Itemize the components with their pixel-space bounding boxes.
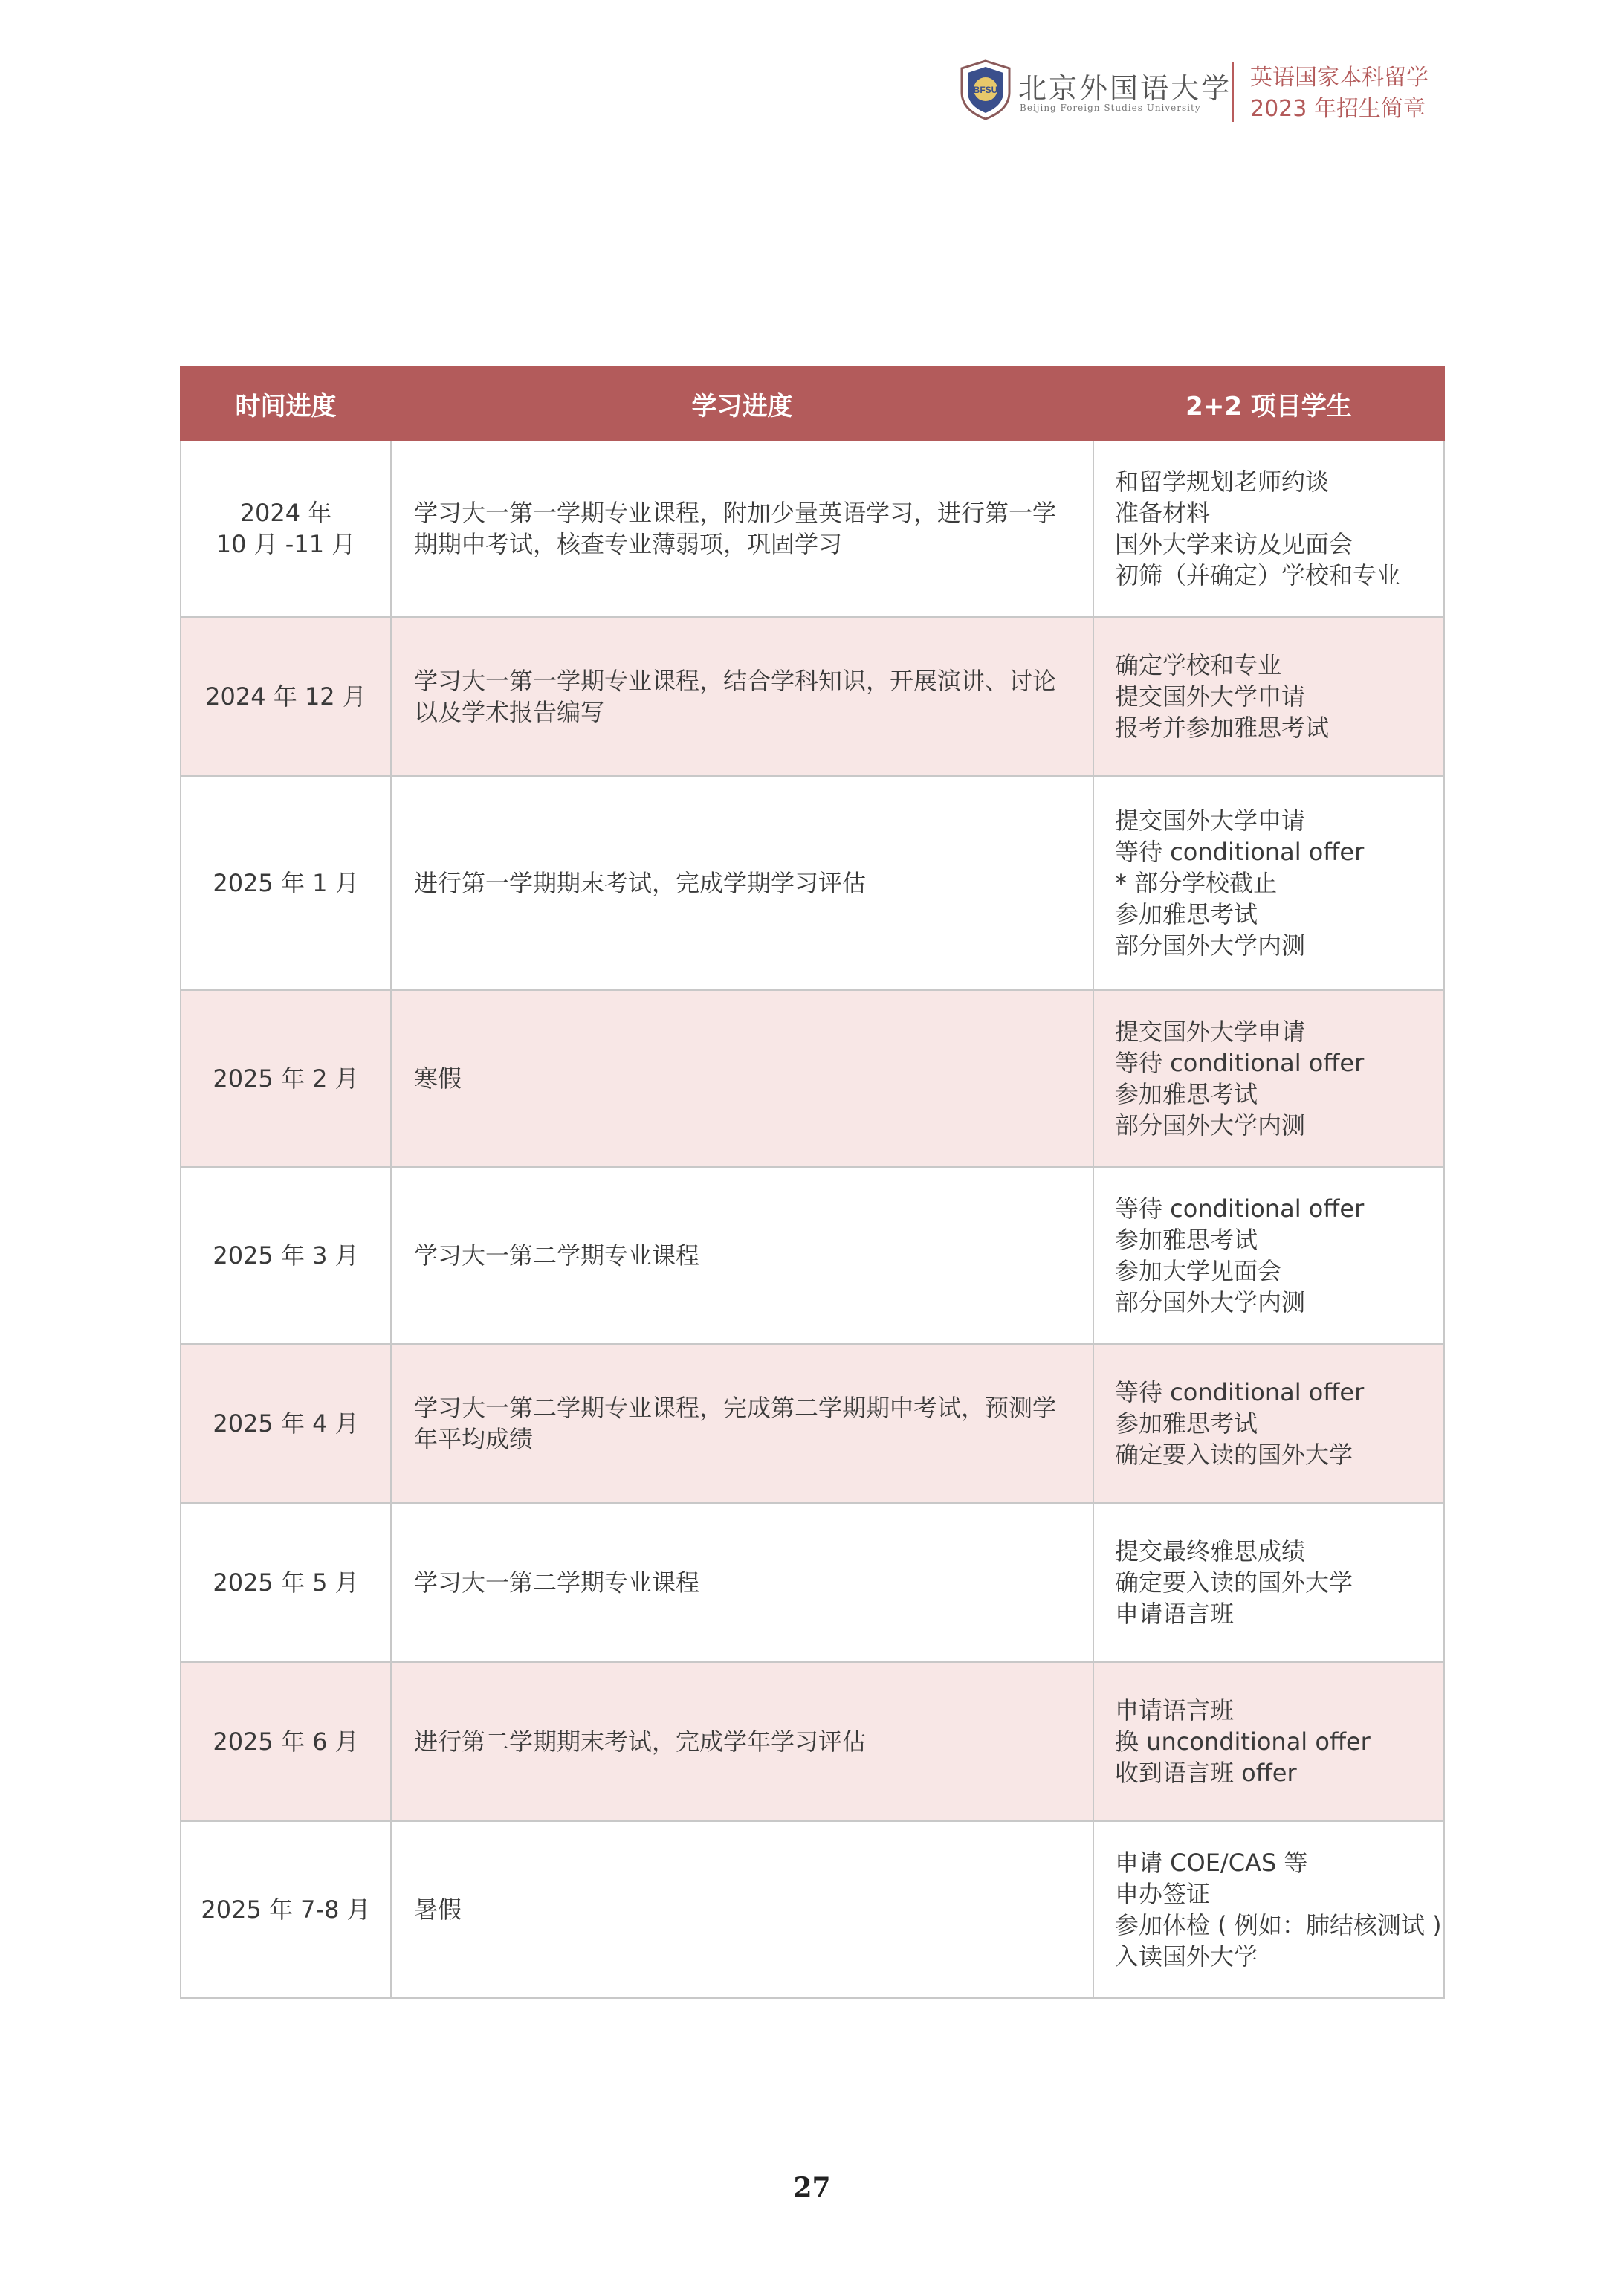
time-cell (181, 990, 391, 1167)
table-row (181, 1662, 1444, 1821)
student-item: 提交国外大学申请 (1115, 807, 1306, 835)
brochure-title-line1: 英语国家本科留学 (1250, 65, 1429, 91)
student-item: 换 unconditional offer (1115, 1727, 1371, 1756)
student-item: 提交国外大学申请 (1115, 682, 1306, 711)
student-item: 等待 conditional offer (1115, 1378, 1365, 1406)
student-item: 和留学规划老师约谈 (1115, 468, 1330, 496)
student-item: 报考并参加雅思考试 (1115, 714, 1330, 742)
table-row (181, 1503, 1444, 1662)
time-cell (181, 440, 391, 617)
time-cell (181, 617, 391, 776)
university-name-cn: 北京外国语大学 (1018, 72, 1232, 105)
header-divider (1232, 62, 1234, 122)
student-item: 初筛（并确定）学校和专业 (1115, 561, 1401, 589)
time-cell (181, 1662, 391, 1821)
students-cell (1093, 440, 1444, 617)
time-line: 2025 年 6 月 (213, 1727, 359, 1756)
header-time: 时间进度 (181, 367, 391, 440)
table-header-row (181, 367, 1444, 440)
student-item: 收到语言班 offer (1115, 1759, 1297, 1787)
study-cell: 进行第一学期期末考试，完成学期学习评估 (391, 776, 1093, 990)
student-item: 确定学校和专业 (1115, 651, 1282, 679)
time-cell (181, 1344, 391, 1503)
student-item: 准备材料 (1115, 499, 1211, 527)
student-item: 提交最终雅思成绩 (1115, 1537, 1306, 1565)
crest-letters: BFSU (973, 85, 998, 95)
table-row (181, 776, 1444, 990)
student-item: * 部分学校截止 (1115, 869, 1278, 897)
time-cell (181, 1167, 391, 1344)
study-cell: 学习大一第一学期专业课程，附加少量英语学习，进行第一学期期中考试，核查专业薄弱项，巩固学习 (391, 440, 1093, 617)
time-cell (181, 1503, 391, 1662)
time-line: 2024 年 12 月 (205, 682, 366, 711)
schedule-table (180, 366, 1445, 1999)
student-item: 等待 conditional offer (1115, 1049, 1365, 1077)
brochure-title (1250, 62, 1429, 125)
time-line: 2025 年 1 月 (213, 869, 359, 897)
student-item: 参加雅思考试 (1115, 1080, 1258, 1108)
study-cell: 学习大一第一学期专业课程，结合学科知识，开展演讲、讨论以及学术报告编写 (391, 617, 1093, 776)
table-row (181, 990, 1444, 1167)
header-study: 学习进度 (391, 367, 1093, 440)
study-cell: 进行第二学期期末考试，完成学年学习评估 (391, 1662, 1093, 1821)
time-line: 2025 年 2 月 (213, 1064, 359, 1093)
header-students: 2+2 项目学生 (1093, 367, 1444, 440)
students-cell (1093, 1821, 1444, 1998)
students-cell (1093, 1503, 1444, 1662)
student-item: 部分国外大学内测 (1115, 931, 1306, 960)
time-line: 2025 年 4 月 (213, 1409, 359, 1438)
student-item: 部分国外大学内测 (1115, 1288, 1306, 1316)
student-item: 申办签证 (1115, 1880, 1211, 1908)
students-cell (1093, 1662, 1444, 1821)
students-cell (1093, 776, 1444, 990)
students-cell (1093, 1167, 1444, 1344)
study-cell: 学习大一第二学期专业课程 (391, 1503, 1093, 1662)
student-item: 提交国外大学申请 (1115, 1018, 1306, 1046)
study-cell: 学习大一第二学期专业课程 (391, 1167, 1093, 1344)
table-row (181, 617, 1444, 776)
study-cell: 暑假 (391, 1821, 1093, 1998)
student-item: 申请语言班 (1115, 1696, 1235, 1725)
student-item: 部分国外大学内测 (1115, 1111, 1306, 1140)
university-crest-icon (959, 59, 1012, 120)
study-cell: 寒假 (391, 990, 1093, 1167)
students-cell (1093, 990, 1444, 1167)
time-cell (181, 776, 391, 990)
table-row (181, 440, 1444, 617)
table-row (181, 1821, 1444, 1998)
time-line: 10 月 -11 月 (216, 530, 356, 558)
student-item: 参加雅思考试 (1115, 900, 1258, 928)
table-row (181, 1167, 1444, 1344)
student-item: 参加雅思考试 (1115, 1226, 1258, 1254)
table-row (181, 1344, 1444, 1503)
study-cell: 学习大一第二学期专业课程，完成第二学期期中考试，预测学年平均成绩 (391, 1344, 1093, 1503)
student-item: 申请语言班 (1115, 1600, 1235, 1628)
student-item: 参加大学见面会 (1115, 1257, 1282, 1285)
time-line: 2025 年 5 月 (213, 1568, 359, 1597)
student-item: 入读国外大学 (1115, 1942, 1258, 1971)
student-item: 确定要入读的国外大学 (1115, 1441, 1353, 1469)
student-item: 确定要入读的国外大学 (1115, 1568, 1353, 1597)
time-line: 2025 年 7-8 月 (201, 1895, 371, 1924)
students-cell (1093, 1344, 1444, 1503)
student-item: 国外大学来访及见面会 (1115, 530, 1353, 558)
student-item: 等待 conditional offer (1115, 838, 1365, 866)
student-item: 等待 conditional offer (1115, 1195, 1365, 1223)
brochure-title-line2: 2023 年招生简章 (1250, 96, 1426, 122)
university-name-en: Beijing Foreign Studies University (1020, 103, 1201, 113)
students-cell (1093, 617, 1444, 776)
student-item: 申请 COE/CAS 等 (1115, 1849, 1308, 1877)
student-item: 参加雅思考试 (1115, 1409, 1258, 1438)
time-line: 2024 年 (239, 499, 332, 527)
page-header (959, 59, 1479, 134)
time-cell (181, 1821, 391, 1998)
page-number: 27 (793, 2172, 831, 2203)
student-item: 参加体检 ( 例如：肺结核测试 ) (1115, 1911, 1442, 1939)
time-line: 2025 年 3 月 (213, 1241, 359, 1270)
